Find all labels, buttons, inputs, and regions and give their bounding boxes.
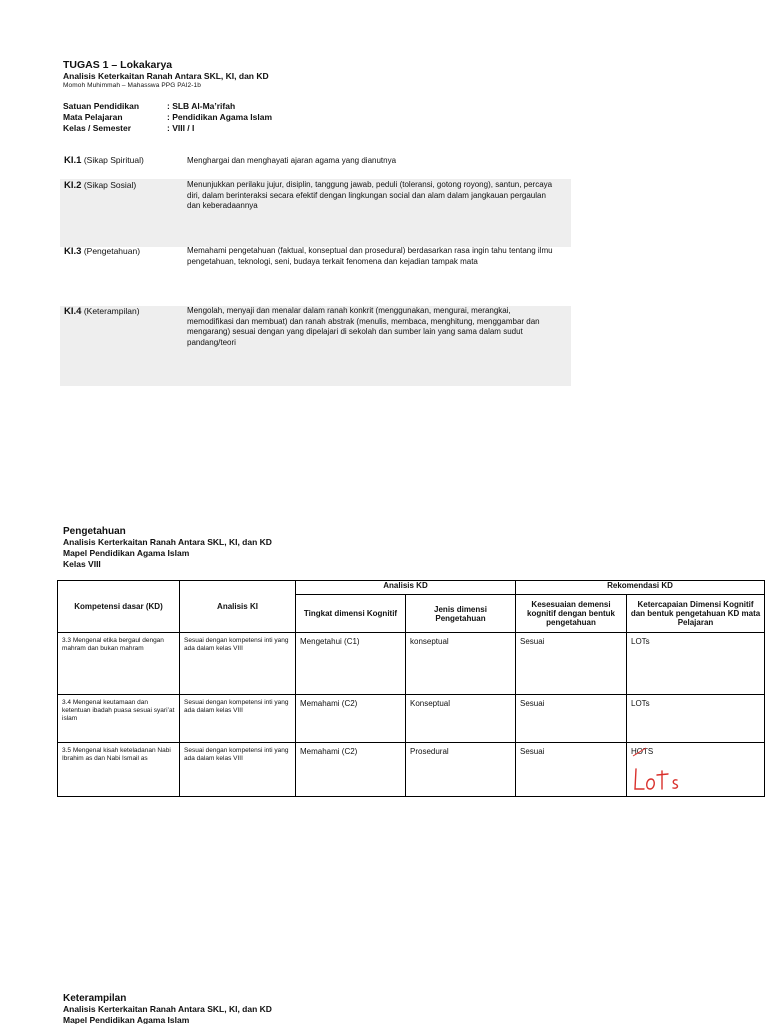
ki-code: KI.2 [64,180,82,191]
ki-type: (Pengetahuan) [83,246,141,256]
cell-kd: 3.3 Mengenal etika bergaul dengan mahram dan bukan mahram [58,633,180,695]
header-kd: Kompetensi dasar (KD) [58,581,180,633]
document-subtitle: Analisis Keterkaitan Ranah Antara SKL, KI, dan KD [63,71,269,81]
cell-kd: 3.4 Mengenal keutamaan dan ketentuan ibadah puasa sesuai syari’at islam [58,695,180,743]
meta-key: Satuan Pendidikan [63,101,140,111]
ki-label-4 [64,306,140,317]
cell-ki: Sesuai dengan kompetensi inti yang ada dalam kelas VIII [180,633,296,695]
document-author: Momoh Muhimmah – Mahasswa PPG PAI2-1b [63,82,201,89]
kd-analysis-table [57,580,765,797]
ki-code: KI.1 [64,155,82,166]
header-ketercapaian: Ketercapaian Dimensi Kognitif dan bentuk pengetahuan KD mata Pelajaran [627,595,765,633]
section-line: Analisis Kerterkaitan Ranah Antara SKL, KI, dan KD [63,1004,272,1014]
cell-ketercapaian: LOTs [627,695,765,743]
section-title-keterampilan: Keterampilan [63,993,127,1004]
header-jenis: Jenis dimensi Pengetahuan [406,595,516,633]
header-rekomendasi-kd: Rekomendasi KD [516,581,765,595]
ki-text-3: Memahami pengetahuan (faktual, konseptual dan prosedural) berdasarkan rasa ingin tahu tentang ilmu pengetahuan, teknologi, seni, budaya terkait fenomena dan kejadian tampak mata [187,246,553,266]
meta-value: : Pendidikan Agama Islam [167,112,273,122]
cell-kesesuaian: Sesuai [516,743,627,797]
header-ki: Analisis KI [180,581,296,633]
cell-kd: 3.5 Mengenal kisah keteladanan Nabi Ibrahim as dan Nabi Ismail as [58,743,180,797]
section-line: Analisis Kerterkaitan Ranah Antara SKL, KI, dan KD [63,537,272,547]
header-tingkat: Tingkat dimensi Kognitif [296,595,406,633]
hots-struck-text: HOTS [631,747,654,756]
ki-text-2: Menunjukkan perilaku jujur, disiplin, tanggung jawab, peduli (toleransi, gotong royong), santun, percaya diri, dalam berinteraksi secara efektif dengan lingkungan social dan alam dalam jangkauan pergaulan dan keberadaannya [187,180,553,210]
ki-type: (Keterampilan) [83,306,140,316]
meta-key: Kelas / Semester [63,123,132,133]
section-line: Kelas VIII [63,559,101,569]
table-row [58,695,765,743]
ki-text-4: Mengolah, menyaji dan menalar dalam ranah konkrit (menggunakan, mengurai, merangkai, memodifikasi dan membuat) dan ranah abstrak (menulis, membaca, menghitung, menggambar dan mengarang) sesuai dengan yang dipelajari di sekolah dan sumber lain yang sama dalam sudut pandang/teori [187,306,540,347]
strike-mark [630,746,652,758]
handwritten-correction [632,767,684,798]
ki-label-1 [64,155,144,166]
meta-value: : SLB Al-Ma’rifah [167,101,236,111]
cell-jenis: Prosedural [406,743,516,797]
table-row [58,633,765,695]
meta-value: : VIII / I [167,123,195,133]
section-line: Mapel Pendidikan Agama Islam [63,1015,190,1024]
cell-jenis: Konseptual [406,695,516,743]
cell-kesesuaian: Sesuai [516,695,627,743]
cell-jenis: konseptual [406,633,516,695]
ki-text-1: Menghargai dan menghayati ajaran agama yang dianutnya [187,156,397,165]
section-title-pengetahuan: Pengetahuan [63,526,126,537]
meta-row-mapel [63,112,272,122]
ki-type: (Sikap Sosial) [83,180,137,190]
cell-tingkat: Memahami (C2) [296,743,406,797]
cell-ki: Sesuai dengan kompetensi inti yang ada dalam kelas VIII [180,695,296,743]
meta-key: Mata Pelajaran [63,112,123,122]
cell-kesesuaian: Sesuai [516,633,627,695]
meta-row-satuan [63,101,235,111]
cell-tingkat: Mengetahui (C1) [296,633,406,695]
cell-ketercapaian: LOTs [627,633,765,695]
header-kesesuaian: Kesesuaian demensi kognitif dengan bentuk pengetahuan [516,595,627,633]
meta-row-kelas [63,123,194,133]
ki-code: KI.4 [64,306,82,317]
cell-ki: Sesuai dengan kompetensi inti yang ada dalam kelas VIII [180,743,296,797]
handwritten-lots-mark [632,767,684,793]
cell-tingkat: Memahami (C2) [296,695,406,743]
ki-code: KI.3 [64,246,82,257]
section-line: Mapel Pendidikan Agama Islam [63,548,190,558]
ki-type: (Sikap Spiritual) [83,155,144,165]
document-title: TUGAS 1 – Lokakarya [63,59,173,71]
ki-label-2 [64,180,136,191]
ki-label-3 [64,246,140,257]
header-analisis-kd: Analisis KD [296,581,516,595]
